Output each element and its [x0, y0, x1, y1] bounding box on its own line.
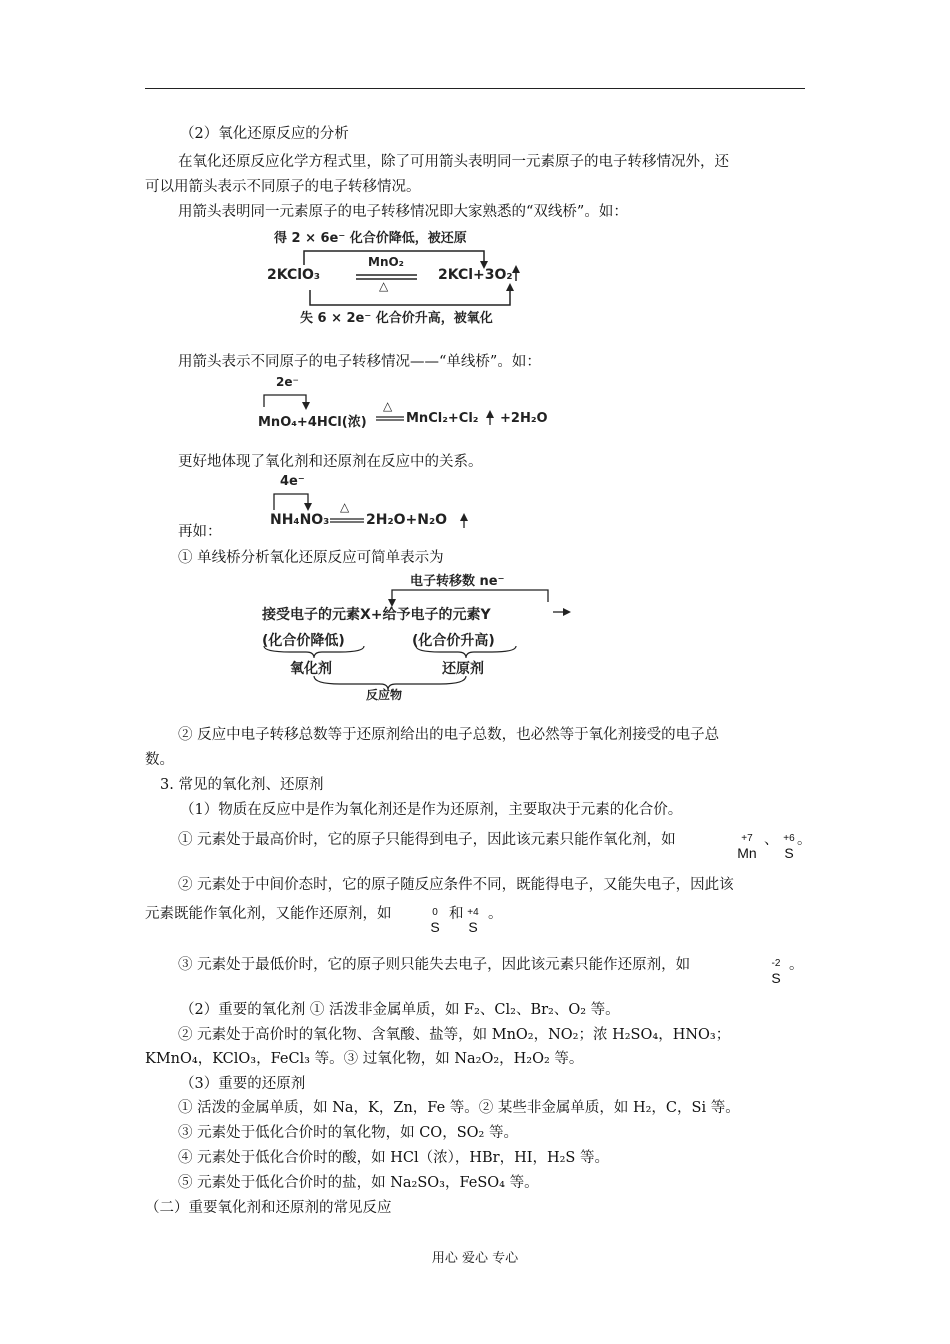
mn-plus7: +7 Mn [737, 833, 757, 861]
paragraph-line: 再如： [178, 524, 222, 540]
paragraph-line: ② 元素处于中间价态时，它的原子随反应条件不同，既能得电子，又能失电子，因此该 [178, 877, 734, 893]
double-bridge-diagram [262, 225, 542, 325]
equation-left: NH₄NO₃ [270, 512, 330, 528]
paragraph-line: （2）重要的氧化剂 ① 活泼非金属单质，如 F₂、Cl₂、Br₂、O₂ 等。 [180, 1002, 620, 1018]
heat-symbol: △ [383, 399, 393, 413]
single-bridge-diagram-2 [268, 472, 478, 532]
gain-label: 得 2 × 6e⁻ 化合价降低，被还原 [274, 231, 467, 246]
general-scheme-diagram [260, 568, 580, 708]
period: 。 [488, 906, 503, 922]
period: 。 [797, 832, 812, 848]
paragraph-line: ② 反应中电子转移总数等于还原剂给出的电子总数，也必然等于氧化剂接受的电子总 [178, 727, 720, 743]
electron-count: 2e⁻ [276, 375, 299, 389]
period: 。 [789, 957, 804, 973]
paragraph-line: ③ 元素处于最低价时，它的原子则只能失去电子，因此该元素只能作还原剂，如 [178, 957, 691, 973]
paragraph-line: KMnO₄，KClO₃，FeCl₃ 等。③ 过氧化物，如 Na₂O₂，H₂O₂ 等。 [145, 1051, 584, 1067]
header-rule [145, 88, 805, 89]
reactant: 2KClO₃ [267, 267, 321, 283]
loss-label: 失 6 × 2e⁻ 化合价升高，被氧化 [300, 311, 493, 326]
paragraph-line: ① 单线桥分析氧化还原反应可简单表示为 [178, 550, 444, 566]
paragraph-line: ① 元素处于最高价时，它的原子只能得到电子，因此该元素只能作氧化剂，如 [178, 832, 676, 848]
heat-symbol: △ [340, 500, 350, 514]
paragraph-line: 用箭头表明同一元素原子的电子转移情况即大家熟悉的“双线桥”。如： [178, 204, 628, 220]
paragraph-line: ③ 元素处于低化合价时的氧化物，如 CO，SO₂ 等。 [178, 1125, 518, 1141]
oxidant-label: 氧化剂 [290, 661, 332, 677]
transfer-label: 电子转移数 ne⁻ [410, 574, 505, 589]
paragraph-line: （3）重要的还原剂 [180, 1076, 306, 1092]
s-plus6: +6 S [783, 833, 795, 861]
reactants-label: 反应物 [366, 688, 403, 702]
subsection-heading: （2）氧化还原反应的分析 [180, 126, 349, 142]
scheme-main: 接受电子的元素X+给予电子的元素Y [262, 607, 491, 623]
section-heading: （二）重要氧化剂和还原剂的常见反应 [145, 1200, 392, 1216]
paragraph-line: ① 活泼的金属单质，如 Na，K，Zn，Fe 等。② 某些非金属单质，如 H₂，C，Si 等。 [178, 1100, 740, 1116]
separator: 、 [764, 832, 779, 848]
catalyst: MnO₂ [368, 255, 404, 269]
paragraph-line: 在氧化还原反应化学方程式里，除了可用箭头表明同一元素原子的电子转移情况外，还 [178, 154, 729, 170]
equation-right: 2H₂O+N₂O [366, 512, 447, 528]
paragraph-line: 更好地体现了氧化剂和还原剂在反应中的关系。 [178, 454, 483, 470]
single-bridge-diagram-1 [258, 375, 558, 435]
s-minus2: -2 S [771, 958, 781, 986]
valence-decrease: (化合价降低) [262, 633, 345, 649]
paragraph-line: 元素既能作氧化剂，又能作还原剂，如 [145, 906, 392, 922]
equation-right: MnCl₂+Cl₂ [406, 411, 479, 426]
paragraph-line: （1）物质在反应中是作为氧化剂还是作为还原剂，主要取决于元素的化合价。 [180, 802, 683, 818]
s-plus4: +4 S [467, 907, 479, 935]
paragraph-line: 用箭头表示不同原子的电子转移情况——“单线桥”。如： [178, 354, 541, 370]
paragraph-line: ② 元素处于高价时的氧化物、含氧酸、盐等，如 MnO₂，NO₂；浓 H₂SO₄，HNO₃； [178, 1027, 731, 1043]
equation-left: MnO₄+4HCl(浓) [258, 415, 367, 430]
electron-count: 4e⁻ [280, 474, 305, 489]
paragraph-line: ④ 元素处于低化合价时的酸，如 HCl（浓），HBr，HI，H₂S 等。 [178, 1150, 609, 1166]
reductant-label: 还原剂 [442, 661, 484, 677]
equation-tail: +2H₂O [500, 411, 548, 426]
paragraph-line: ⑤ 元素处于低化合价时的盐，如 Na₂SO₃，FeSO₄ 等。 [178, 1175, 539, 1191]
paragraph-line: 数。 [145, 752, 174, 768]
page-footer: 用心 爱心 专心 [431, 1251, 519, 1266]
products: 2KCl+3O₂ [438, 267, 513, 283]
paragraph-line: 可以用箭头表示不同原子的电子转移情况。 [145, 179, 421, 195]
s-zero: 0 S [430, 907, 440, 935]
valence-increase: (化合价升高) [412, 633, 495, 649]
heat-symbol: △ [379, 279, 389, 293]
and-word: 和 [449, 906, 464, 922]
section-heading: 3. 常见的氧化剂、还原剂 [160, 777, 324, 793]
